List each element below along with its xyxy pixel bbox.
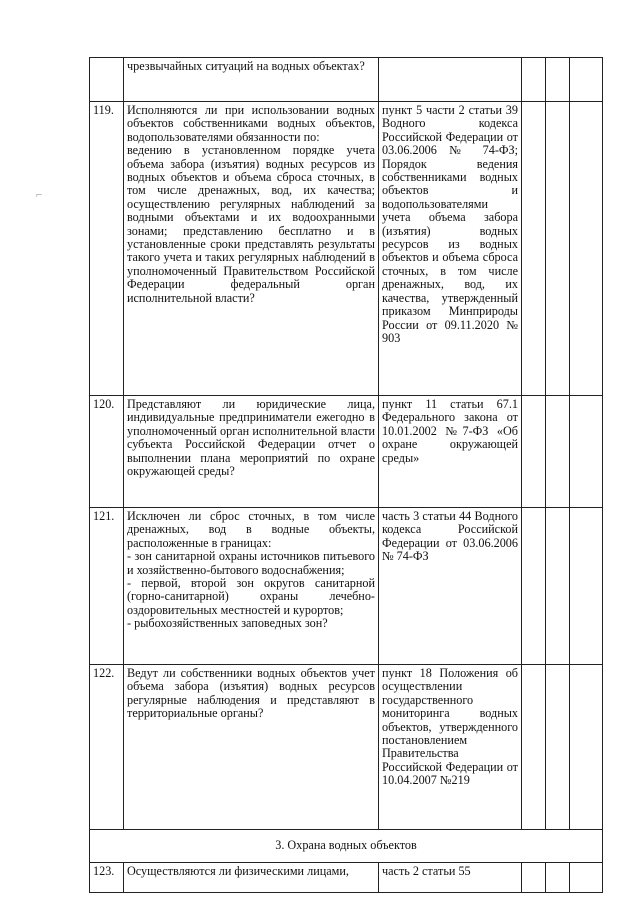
row-reference: часть 3 статьи 44 Водного кодекса Российской Федерации от 03.06.2006 № 74-ФЗ: [379, 508, 522, 665]
row-reference: [379, 58, 522, 102]
row-number: [90, 58, 124, 102]
answer-na-cell[interactable]: [570, 396, 603, 508]
answer-yes-cell[interactable]: [522, 863, 546, 893]
row-question: Осуществляются ли физическими лицами,: [124, 863, 379, 893]
row-reference: пункт 18 Положения об осуществлении государственного мониторинга водных объектов, утвержденного постановлением Правительства Российской Федерации от 10.04.2007 №219: [379, 665, 522, 830]
answer-na-cell[interactable]: [570, 102, 603, 396]
answer-na-cell[interactable]: [570, 863, 603, 893]
answer-na-cell[interactable]: [570, 665, 603, 830]
answer-na-cell[interactable]: [570, 58, 603, 102]
table-row: [90, 102, 603, 396]
answer-no-cell[interactable]: [546, 863, 570, 893]
row-number: 123.: [90, 863, 124, 893]
table-row: [90, 863, 603, 893]
table-row: [90, 396, 603, 508]
row-question: Представляют ли юридические лица, индивидуальные предприниматели ежегодно в уполномоченный орган исполнительной власти субъекта Российской Федерации отчет о выполнении плана мероприятий по охране окружающей среды?: [124, 396, 379, 508]
row-number: 122.: [90, 665, 124, 830]
answer-yes-cell[interactable]: [522, 102, 546, 396]
checklist-table: [89, 57, 603, 893]
table-row: [90, 508, 603, 665]
answer-no-cell[interactable]: [546, 102, 570, 396]
row-number: 119.: [90, 102, 124, 396]
answer-na-cell[interactable]: [570, 508, 603, 665]
row-reference: пункт 5 части 2 статьи 39 Водного кодекса Российской Федерации от 03.06.2006 № 74-ФЗ; Порядок ведения собственниками водных объектов и водопользователями учета объема забора (изъятия) водных ресурсов из водных объектов и объема сброса сточных, в том числе дренажных, вод, их качества, утвержденный приказом Минприроды России от 09.11.2020 № 903: [379, 102, 522, 396]
row-reference: пункт 11 статьи 67.1 Федерального закона от 10.01.2002 №7-ФЗ «Об охране окружающей среды»: [379, 396, 522, 508]
answer-yes-cell[interactable]: [522, 396, 546, 508]
answer-yes-cell[interactable]: [522, 665, 546, 830]
answer-no-cell[interactable]: [546, 396, 570, 508]
answer-no-cell[interactable]: [546, 665, 570, 830]
section-title: 3. Охрана водных объектов: [90, 830, 603, 863]
row-question: чрезвычайных ситуаций на водных объектах?: [124, 58, 379, 102]
row-question: Исключен ли сброс сточных, в том числе дренажных, вод в водные объекты, расположенные в границах: - зон санитарной охраны источников питьевого и хозяйственно-бытового водоснабжения; - первой, второй зон округов санитарной (горно-санитарной) охраны лечебно-оздоровительных местностей и курортов; - рыбохозяйственных заповедных зон?: [124, 508, 379, 665]
table-row: [90, 58, 603, 102]
row-number: 121.: [90, 508, 124, 665]
section-header-row: [90, 830, 603, 863]
row-number: 120.: [90, 396, 124, 508]
table-row: [90, 665, 603, 830]
row-question: Исполняются ли при использовании водных объектов собственниками водных объектов, водопользователями обязанности по: ведению в установленном порядке учета объема забора (изъятия) водных ресурсов из водных объектов и объема сброса сточных, в том числе дренажных, вод, их качества; осуществлению регулярных наблюдений за водными объектами и их водоохранными зонами; представлению бесплатно и в установленные сроки представлять результаты такого учета и таких регулярных наблюдений в уполномоченный Правительством Российской Федерации федеральный орган исполнительной власти?: [124, 102, 379, 396]
row-reference: часть 2 статьи 55: [379, 863, 522, 893]
answer-yes-cell[interactable]: [522, 508, 546, 665]
answer-yes-cell[interactable]: [522, 58, 546, 102]
answer-no-cell[interactable]: [546, 58, 570, 102]
row-question: Ведут ли собственники водных объектов учет объема забора (изъятия) водных ресурсов регулярные наблюдения и представляют в территориальные органы?: [124, 665, 379, 830]
answer-no-cell[interactable]: [546, 508, 570, 665]
margin-mark: ⌐: [36, 189, 43, 201]
